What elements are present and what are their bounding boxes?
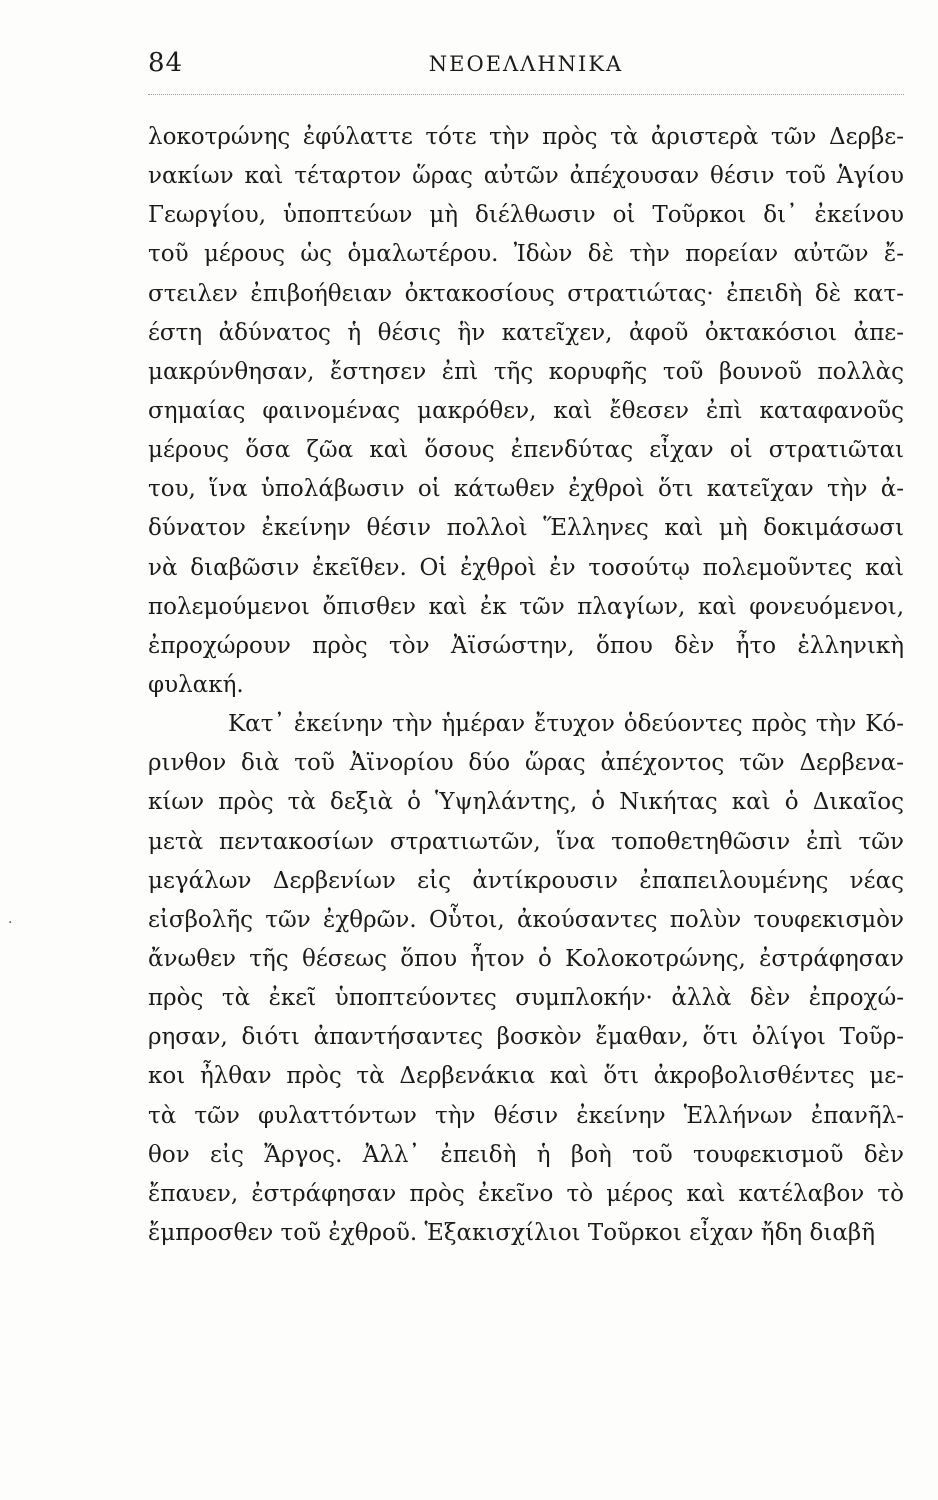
text-line: μεγάλων Δερβενίων εἰς ἀντίκρουσιν ἐπαπειλουμένης νέας (148, 867, 904, 894)
text-line: Γεωργίου, ὑποπτεύων μὴ διέλθωσιν οἱ Τοῦρκοι δι᾽ ἐκείνου (148, 202, 904, 229)
text-line: μετὰ πεντακοσίων στρατιωτῶν, ἵνα τοποθετηθῶσιν ἐπὶ τῶν (148, 828, 904, 855)
text-line: λοκοτρώνης ἐφύλαττε τότε τὴν πρὸς τὰ ἀριστερὰ τῶν Δερβε- (148, 124, 904, 150)
text-line: θον εἰς Ἄργος. Ἀλλ᾽ ἐπειδὴ ἡ βοὴ τοῦ τουφεκισμοῦ δὲν (148, 1141, 904, 1168)
text-line: ρινθον διὰ τοῦ Ἀϊνορίου δύο ὥρας ἀπέχοντος τῶν Δερβενα- (148, 750, 904, 777)
text-line: του, ἵνα ὑπολάβωσιν οἱ κάτωθεν ἐχθροὶ ὅτι κατεῖχαν τὴν ἀ- (148, 476, 904, 503)
text-line: ἄνωθεν τῆς θέσεως ὅπου ἦτον ὁ Κολοκοτρώνης, ἐστράφησαν (148, 945, 904, 972)
text-line: έστη ἀδύνατος ἡ θέσις ἣν κατεῖχεν, ἀφοῦ ὀκτακόσιοι ἀπε- (148, 319, 904, 346)
text-line: πολεμούμενοι ὄπισθεν καὶ ἐκ τῶν πλαγίων, καὶ φονευόμενοι, (148, 593, 904, 620)
text-line: φυλακή. (148, 671, 244, 698)
text-line: μακρύνθησαν, ἔστησεν ἐπὶ τῆς κορυφῆς τοῦ βουνοῦ πολλὰς (148, 358, 904, 385)
text-line: νὰ διαβῶσιν ἐκεῖθεν. Οἱ ἐχθροὶ ἐν τοσούτῳ πολεμοῦντες καὶ (148, 554, 904, 581)
text-line: κοι ἦλθαν πρὸς τὰ Δερβενάκια καὶ ὅτι ἀκροβολισθέντες με- (148, 1063, 904, 1090)
text-line: νακίων καὶ τέταρτον ὥρας αὐτῶν ἀπέχουσαν θέσιν τοῦ Ἁγίου (148, 163, 904, 190)
margin-mark: · (8, 915, 13, 931)
text-line: ἔμπροσθεν τοῦ ἐχθροῦ. Ἑξακισχίλιοι Τοῦρκοι εἶχαν ἤδη διαβῆ (148, 1219, 875, 1246)
text-line: ἔπαυεν, ἐστράφησαν πρὸς ἐκεῖνο τὸ μέρος καὶ κατέλαβον τὸ (148, 1180, 904, 1207)
text-line: ἐπροχώρουν πρὸς τὸν Ἀϊσώστην, ὅπου δὲν ἦτο ἑλληνικὴ (148, 632, 904, 659)
text-line: κίων πρὸς τὰ δεξιὰ ὁ Ὑψηλάντης, ὁ Νικήτας καὶ ὁ Δικαῖος (148, 789, 904, 816)
text-line: στειλεν ἐπιβοήθειαν ὀκτακοσίους στρατιώτας· ἐπειδὴ δὲ κατ- (148, 280, 904, 307)
text-line: τὰ τῶν φυλαττόντων τὴν θέσιν ἐκείνην Ἑλλήνων ἐπανῆλ- (148, 1102, 904, 1129)
header-rule (148, 94, 904, 95)
body-text (148, 118, 904, 1253)
text-line: Κατ᾽ ἐκείνην τὴν ἡμέραν ἔτυχον ὁδεύοντες πρὸς τὴν Κό- (228, 711, 904, 738)
text-line: δύνατον ἐκείνην θέσιν πολλοὶ Ἕλληνες καὶ μὴ δοκιμάσωσι (148, 515, 904, 542)
text-line: μέρους ὅσα ζῶα καὶ ὅσους ἐπενδύτας εἶχαν οἱ στρατιῶται (148, 437, 904, 464)
page-number: 84 (148, 48, 184, 78)
text-line: πρὸς τὰ ἐκεῖ ὑποπτεύοντες συμπλοκήν· ἀλλὰ δὲν ἐπροχώ- (148, 985, 904, 1012)
text-line: εἰσβολῆς τῶν ἐχθρῶν. Οὗτοι, ἀκούσαντες πολὺν τουφεκισμὸν (148, 906, 904, 933)
paragraph (148, 118, 904, 705)
running-head: ΝΕΟΕΛΛΗΝΙΚΑ (428, 52, 624, 76)
page-header (148, 48, 904, 88)
paragraph (148, 705, 904, 1253)
text-line: τοῦ μέρους ὡς ὁμαλωτέρου. Ἰδὼν δὲ τὴν πορείαν αὐτῶν ἔ- (148, 241, 904, 268)
text-line: ρησαν, διότι ἀπαντήσαντες βοσκὸν ἔμαθαν, ὅτι ὀλίγοι Τοῦρ- (148, 1024, 904, 1051)
text-line: σημαίας φαινομένας μακρόθεν, καὶ ἔθεσεν ἐπὶ καταφανοῦς (148, 397, 904, 424)
